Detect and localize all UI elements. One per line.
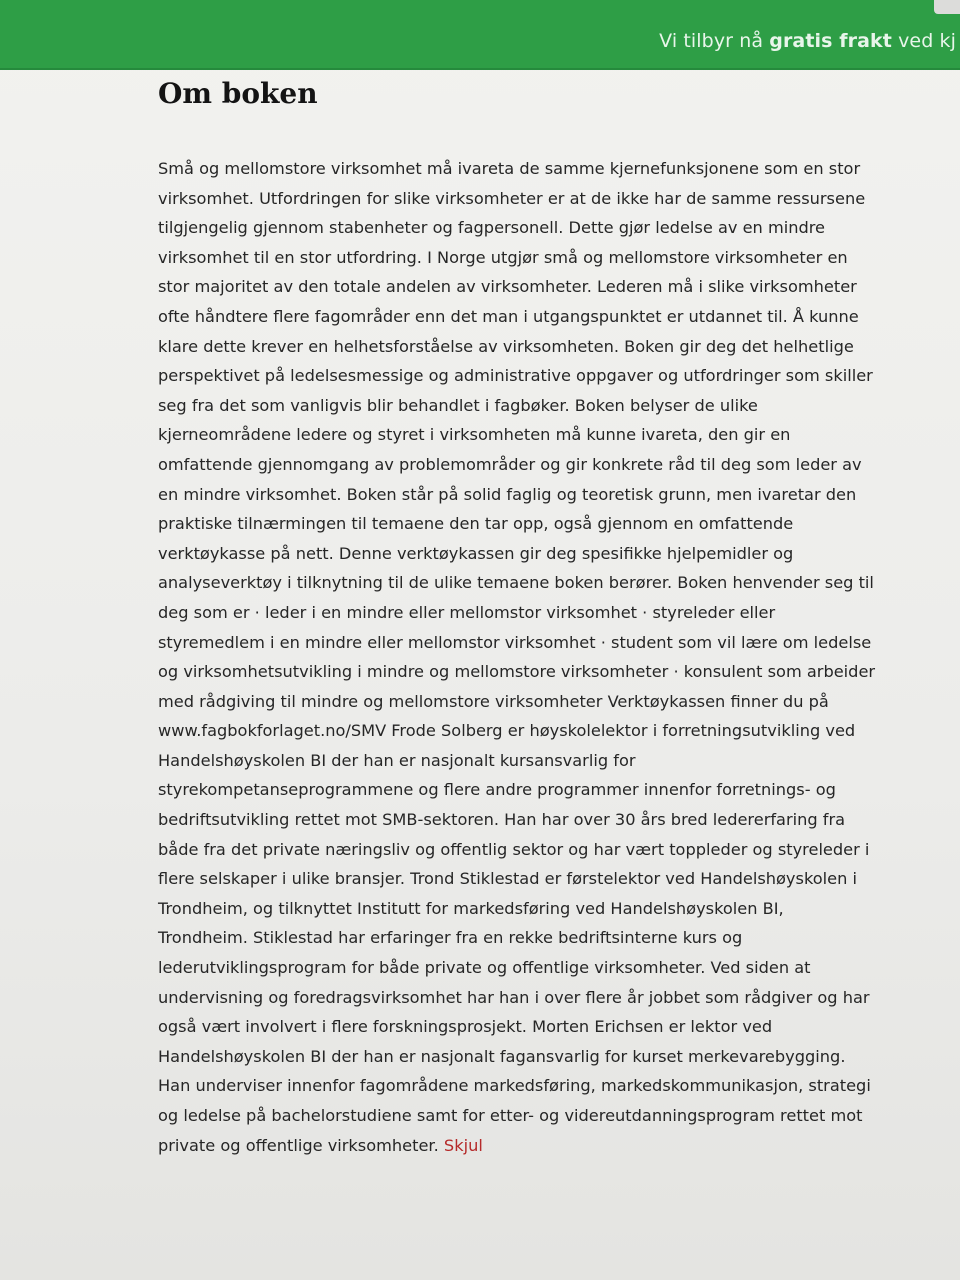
book-description [158,154,878,1160]
promo-text-prefix: Vi tilbyr nå [659,30,770,52]
section-title: Om boken [158,77,318,110]
promo-banner-text [659,30,956,52]
book-description-text: Små og mellomstore virksomhet må ivareta de samme kjernefunksjonene som en stor virksomhet. Utfordringen for slike virksomheter er at de ikke har de samme ressursene tilgjengelig gjennom stabenheter og fagpersonell. Dette gjør ledelse av en mindre virksomhet til en stor utfordring. I Norge utgjør små og mellomstore virksomheter en stor majoritet av den totale andelen av virksomheter. Lederen må i slike virksomheter ofte håndtere flere fagområder enn det man i utgangspunktet er utdannet til. Å kunne klare dette krever en helhetsforståelse av virksomheten. Boken gir deg det helhetlige perspektivet på ledelsesmessige og administrative oppgaver og utfordringer som skiller seg fra det som vanligvis blir behandlet i fagbøker. Boken belyser de ulike kjerneområdene ledere og styret i virksomheten må kunne ivareta, den gir en omfattende gjennomgang av problemområder og gir konkrete råd til deg som leder av en mindre virksomhet. Boken står på solid faglig og teoretisk grunn, men ivaretar den praktiske tilnærmingen til temaene den tar opp, også gjennom en omfattende verktøykasse på nett. Denne verktøykassen gir deg spesifikke hjelpemidler og analyseverktøy i tilknytning til de ulike temaene boken berører. Boken henvender seg til deg som er · leder i en mindre eller mellomstor virksomhet · styreleder eller styremedlem i en mindre eller mellomstor virksomhet · student som vil lære om ledelse og virksomhetsutvikling i mindre og mellomstore virksomheter · konsulent som arbeider med rådgiving til mindre og mellomstore virksomheter Verktøykassen finner du på www.fagbokforlaget.no/SMV Frode Solberg er høyskolelektor i forretningsutvikling ved Handelshøyskolen BI der han er nasjonalt kursansvarlig for styrekompetanseprogrammene og flere andre programmer innenfor forretnings- og bedriftsutvikling rettet mot SMB-sektoren. Han har over 30 års bred ledererfaring fra både fra det private næringsliv og offentlig sektor og har vært toppleder og styreleder i flere selskaper i ulike bransjer. Trond Stiklestad er førstelektor ved Handelshøyskolen i Trondheim, og tilknyttet Institutt for markedsføring ved Handelshøyskolen BI, Trondheim. Stiklestad har erfaringer fra en rekke bedriftsinterne kurs og lederutviklingsprogram for både private og offentlige virksomheter. Ved siden at undervisning og foredragsvirksomhet har han i over flere år jobbet som rådgiver og har også vært involvert i flere forskningsprosjekt. Morten Erichsen er lektor ved Handelshøyskolen BI der han er nasjonalt fagansvarlig for kurset merkevarebygging. Han underviser innenfor fagområdene markedsføring, markedskommunikasjon, strategi og ledelse på bachelorstudiene samt for etter- og videreutdanningsprogram rettet mot private og offentlige virksomheter. [158,159,876,1155]
promo-banner [0,0,960,70]
corner-button[interactable] [934,0,960,14]
hide-link[interactable]: Skjul [443,1135,483,1155]
about-book-section [158,76,878,1155]
promo-text-suffix: ved kj [891,30,956,52]
promo-text-bold: gratis frakt [769,30,892,52]
